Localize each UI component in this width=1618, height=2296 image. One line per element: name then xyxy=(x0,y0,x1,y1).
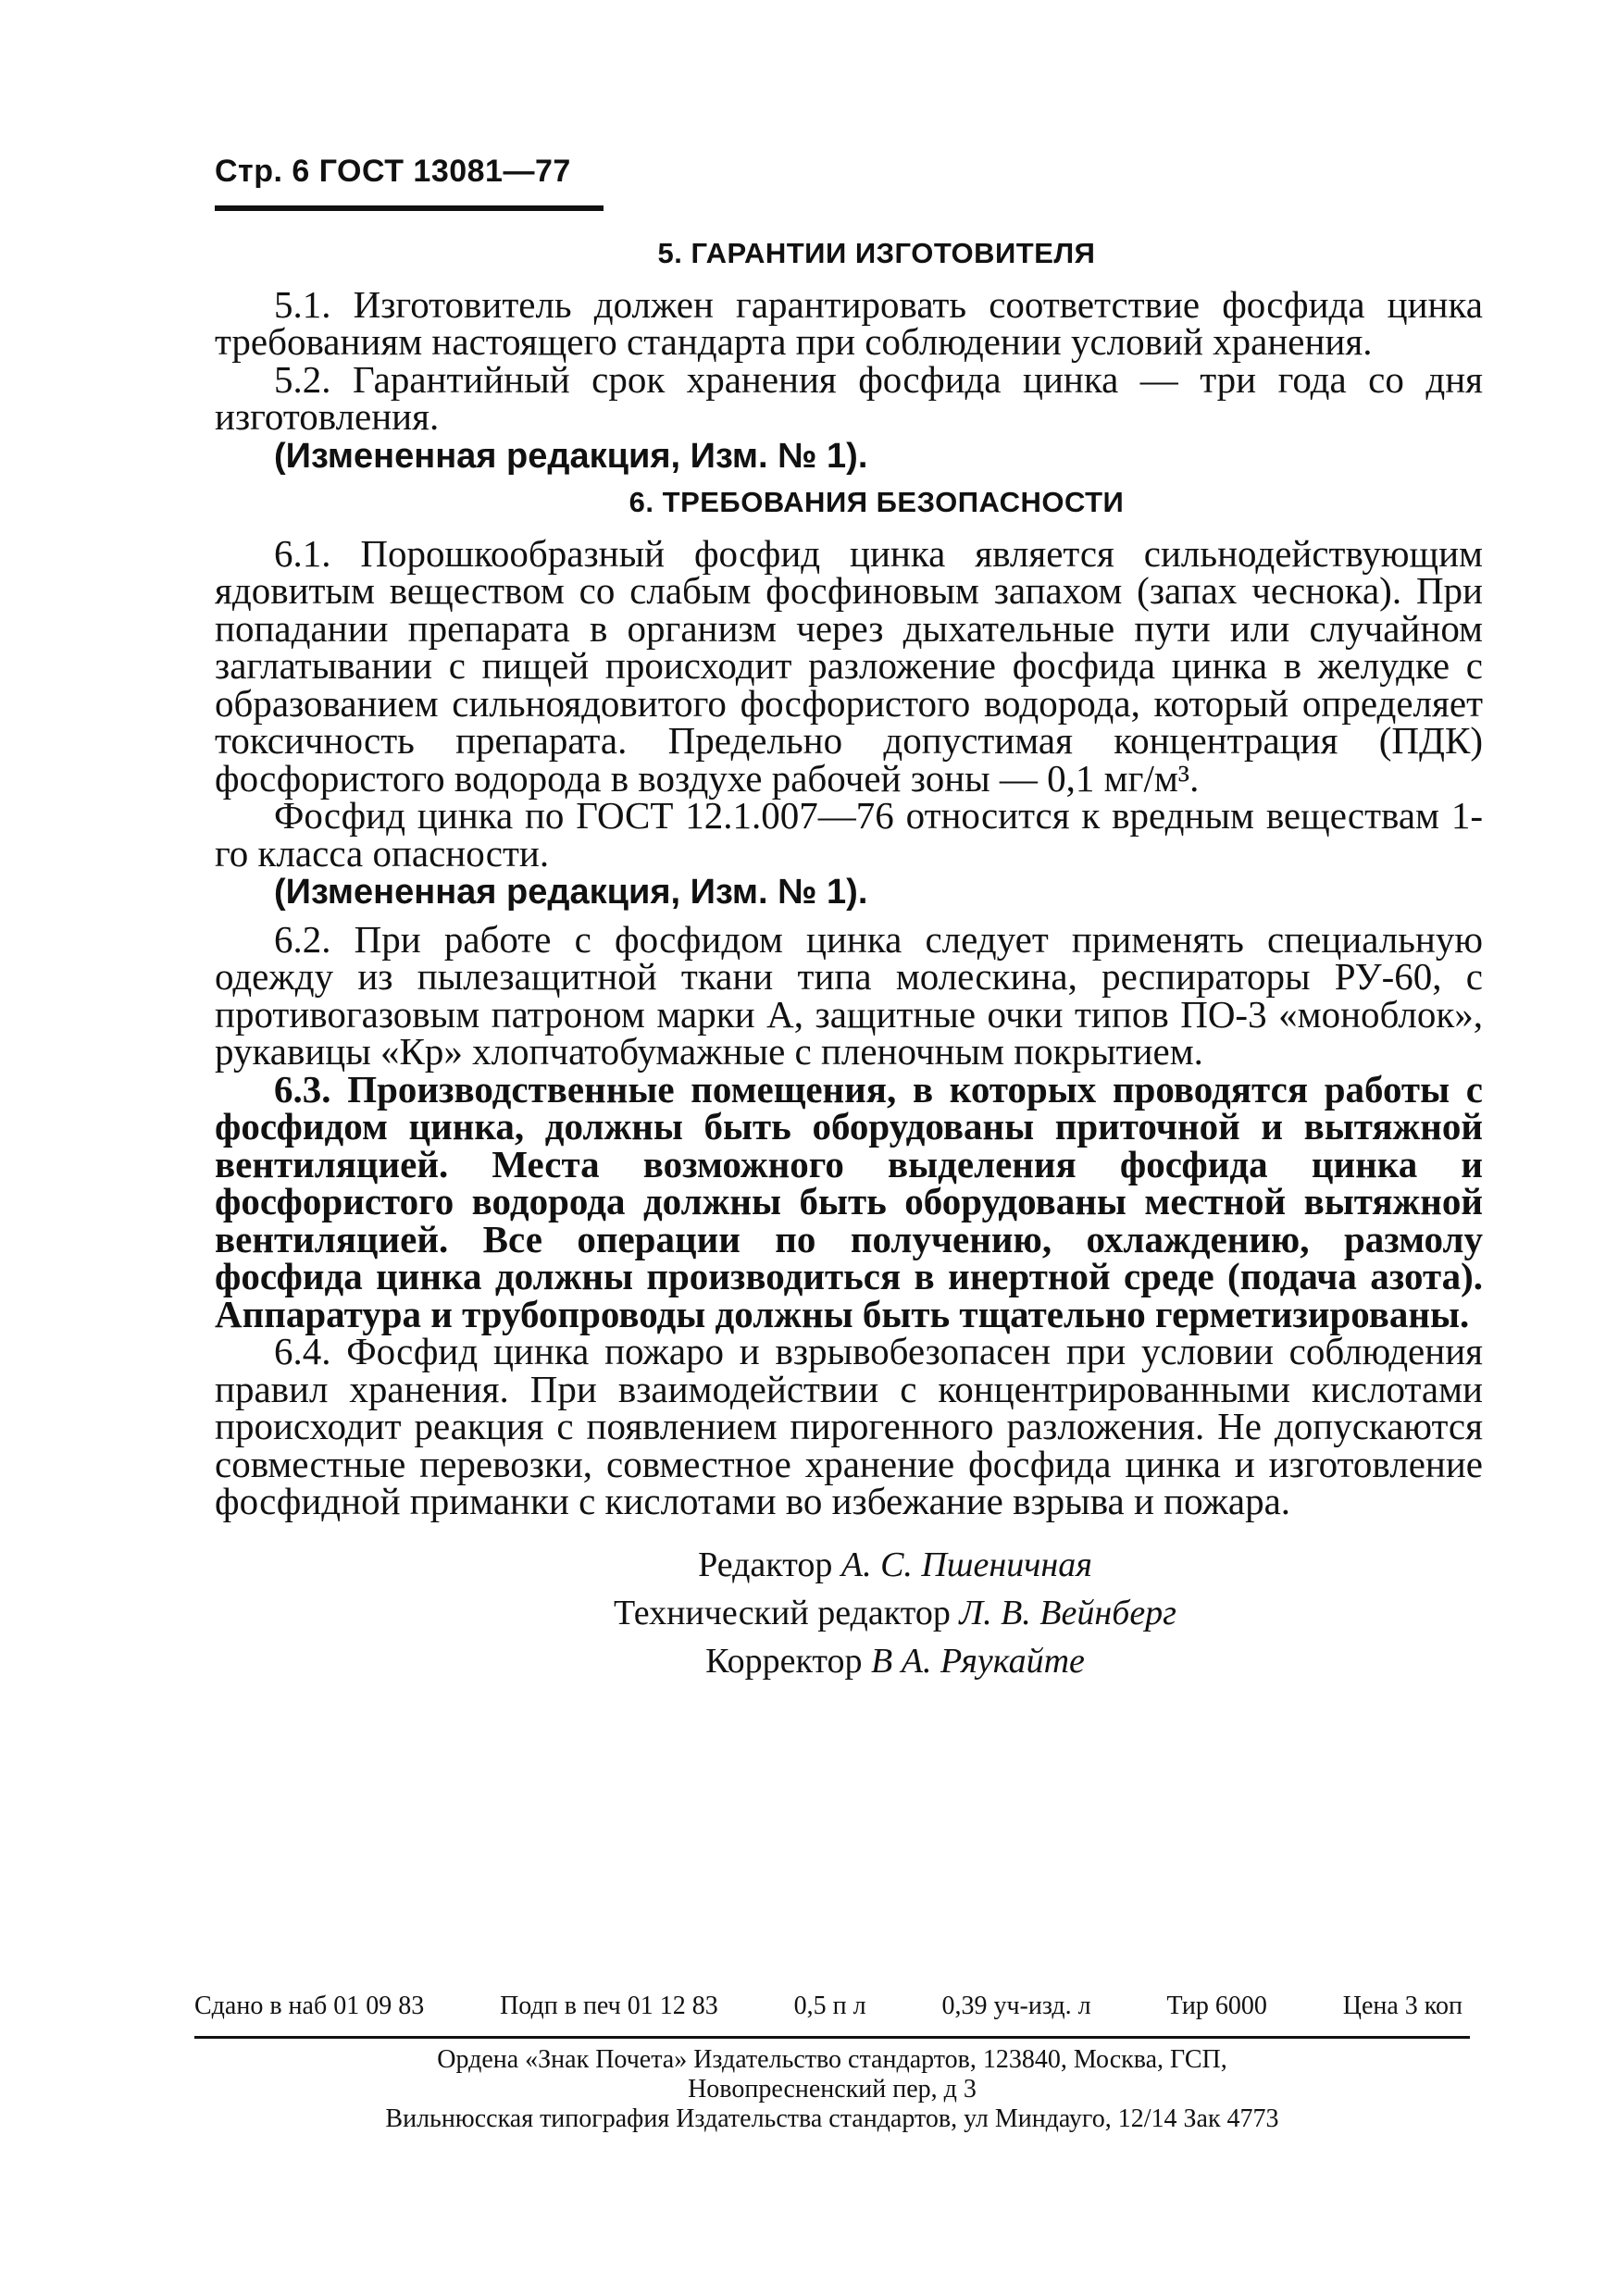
amendment-note-6: (Измененная редакция, Изм. № 1). xyxy=(274,873,868,912)
credit-tech-editor-label: Технический редактор xyxy=(613,1593,951,1632)
imprint-price: Цена 3 коп xyxy=(1342,1992,1462,2020)
credit-corrector xyxy=(307,1637,1483,1685)
credit-tech-editor xyxy=(307,1589,1483,1637)
paragraph-6-3: 6.3. Производственные помещения, в которых проводятся работы с фосфидом цинка, должны быть оборудованы приточной и вытяжной вентиляцией. Места возможного выделения фосфида цинка и фосфористого водорода должны быть оборудованы местной вытяжной вентиляцией. Все операции по получению, охлаждению, размолу фосфида цинка должны производиться в инертной среде (подача азота). Аппаратура и трубопроводы должны быть тщательно герметизированы. xyxy=(215,1067,1483,1335)
paragraph-6-1-b: Фосфид цинка по ГОСТ 12.1.007—76 относится к вредным веществам 1-го класса опасности. xyxy=(215,794,1483,875)
credit-editor-label: Редактор xyxy=(698,1545,833,1584)
page-header: Стр. 6 ГОСТ 13081—77 xyxy=(215,154,571,189)
paragraph-6-1: 6.1. Порошкообразный фосфид цинка является сильнодействующим ядовитым веществом со слабым фосфиновым запахом (запах чеснока). При попадании препарата в организм через дыхательные пути или случайном заглатывании с пищей происходит разложение фосфида цинка в желудке с образованием сильноядовитого фосфористого водорода, который определяет токсичность препарата. Предельно допустимая концентрация (ПДК) фосфористого водорода в воздухе рабочей зоны — 0,1 мг/м³. xyxy=(215,531,1483,800)
credits-block xyxy=(215,1541,1483,1685)
credit-corrector-label: Корректор xyxy=(705,1641,863,1681)
publisher-line-1: Ордена «Знак Почета» Издательство стандартов, 123840, Москва, ГСП, xyxy=(437,2045,1227,2074)
section-6-title: 6. ТРЕБОВАНИЯ БЕЗОПАСНОСТИ xyxy=(629,486,1125,518)
credit-corrector-name: В А. Ряукайте xyxy=(871,1641,1085,1681)
paragraph-6-2: 6.2. При работе с фосфидом цинка следует применять специальную одежду из пылезащитной ткани типа молескина, респираторы РУ-60, с противогазовым патроном марки А, защитные очки типов ПО-3 «моноблок», рукавицы «Кр» хлопчатобумажные с пленочным покрытием. xyxy=(215,917,1483,1073)
paragraph-5-2: 5.2. Гарантийный срок хранения фосфида цинка — три года со дня изготовления. xyxy=(215,357,1483,438)
credit-editor xyxy=(307,1541,1483,1589)
paragraph-6-4: 6.4. Фосфид цинка пожаро и взрывобезопасен при условии соблюдения правил хранения. При взаимодействии с концентрированными кислотами происходит реакция с появлением пирогенного разложения. Не допускаются совместные перевозки, совместное хранение фосфида цинка и изготовление фосфидной приманки с кислотами во избежание взрыва и пожара. xyxy=(215,1330,1483,1522)
imprint-print-run: Тир 6000 xyxy=(1166,1992,1267,2020)
document-body xyxy=(215,230,1483,1685)
publisher-line-3: Вильнюсская типография Издательства стандартов, ул Миндауго, 12/14 Зак 4773 xyxy=(385,2104,1279,2133)
amendment-note-5: (Измененная редакция, Изм. № 1). xyxy=(274,436,868,476)
credit-editor-name: А. С. Пшеничная xyxy=(840,1545,1092,1584)
imprint-signed: Подп в печ 01 12 83 xyxy=(500,1992,718,2020)
imprint-line xyxy=(194,1992,1462,2021)
publisher-block xyxy=(194,2045,1470,2134)
imprint-submitted: Сдано в наб 01 09 83 xyxy=(194,1992,425,2020)
imprint-rule xyxy=(194,2036,1470,2039)
imprint-sheets: 0,5 п л xyxy=(793,1992,866,2020)
publisher-line-2: Новопресненский пер, д 3 xyxy=(688,2075,977,2104)
section-5-title: 5. ГАРАНТИИ ИЗГОТОВИТЕЛЯ xyxy=(657,237,1096,269)
credit-tech-editor-name: Л. В. Вейнберг xyxy=(959,1593,1177,1632)
header-rule xyxy=(215,205,604,211)
imprint-pub-sheets: 0,39 уч-изд. л xyxy=(941,1992,1091,2020)
paragraph-5-1: 5.1. Изготовитель должен гарантировать соответствие фосфида цинка требованиям настоящего стандарта при соблюдении условий хранения. xyxy=(215,282,1483,363)
